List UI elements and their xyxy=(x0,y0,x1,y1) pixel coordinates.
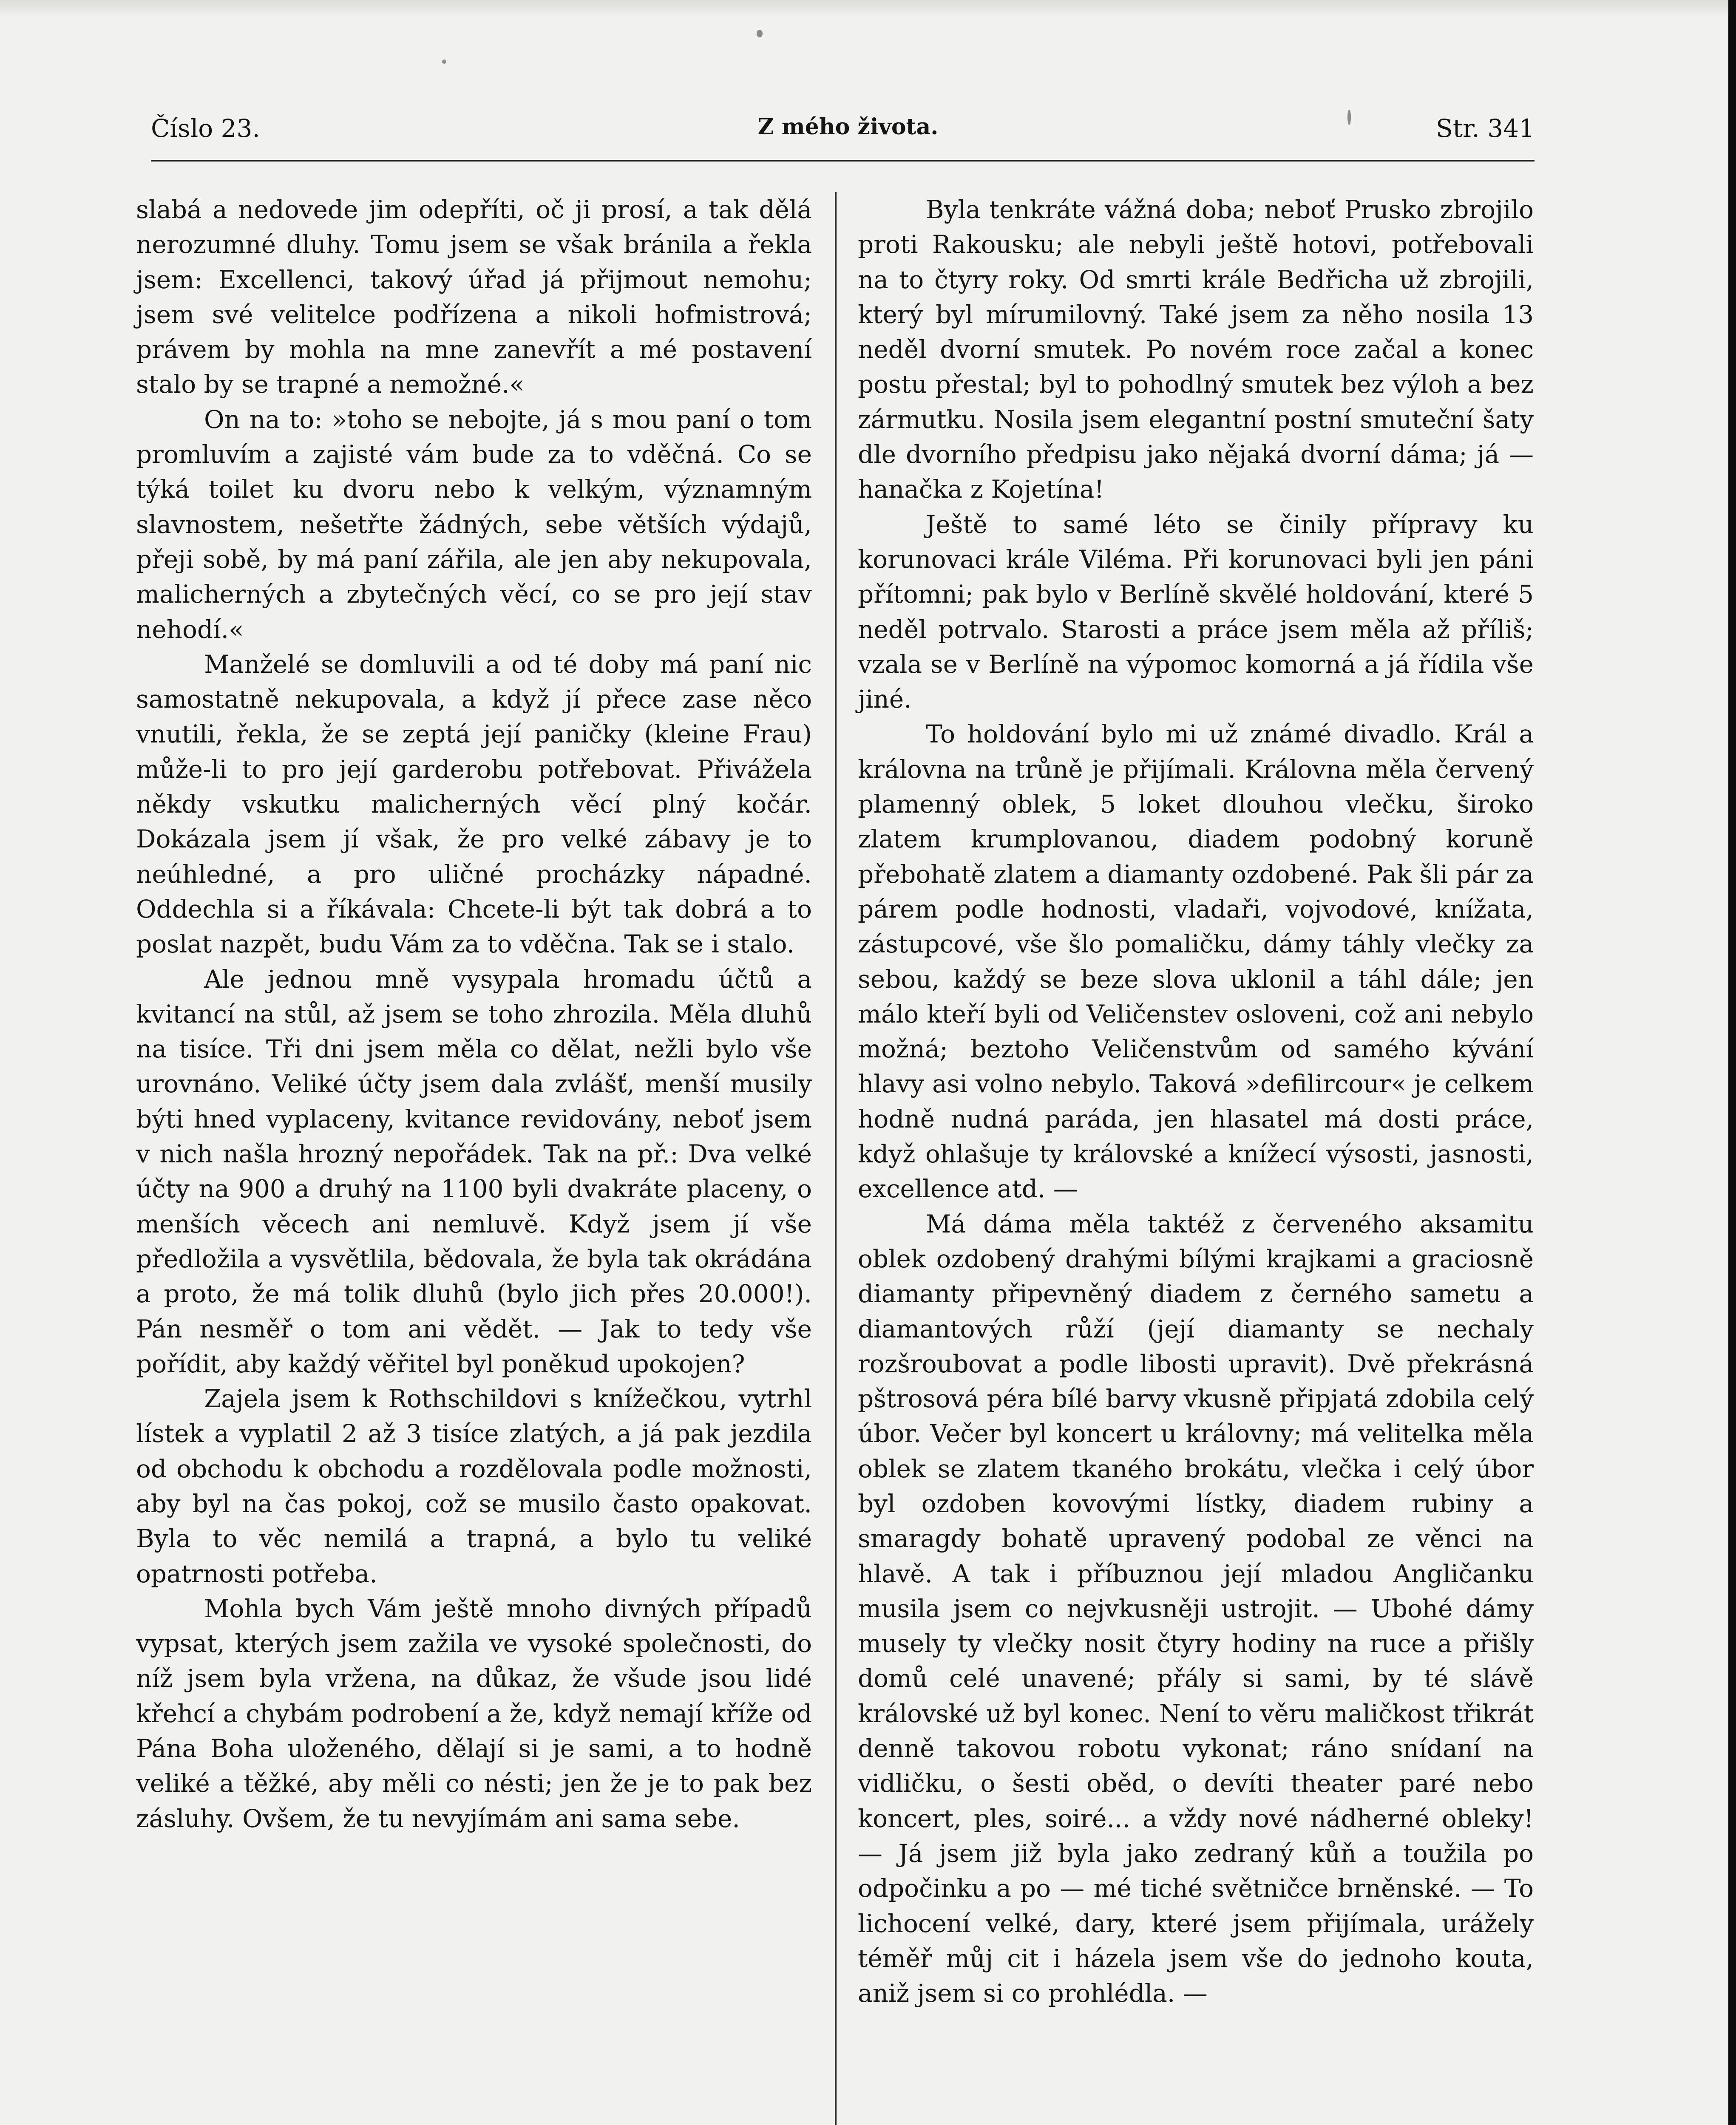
left-column xyxy=(136,192,812,1836)
paragraph: slabá a nedovede jim odepříti, oč ji prosí, a tak dělá nerozumné dluhy. Tomu jsem se však bránila a řekla jsem: Excellenci, takový úřad já přijmout nemohu; jsem své velitelce podřízena a nikoli hofmistrová; právem by mohla na mne zanevřít a mé postavení stalo by se trapné a nemožné.« xyxy=(136,195,812,399)
page-top-shade xyxy=(0,0,1736,17)
paragraph: To holdování bylo mi už známé divadlo. Král a královna na trůně je přijímali. Královna měla červený plamenný oblek, 5 loket dlouhou vlečku, široko zlatem krumplovanou, diadem podobný koruně přebohatě zlatem a diamanty ozdobené. Pak šli pár za párem podle hodnosti, vladaři, vojvodové, knížata, zástupcové, vše šlo pomaličku, dámy táhly vlečky za sebou, každý se beze slova uklonil a táhl dále; jen málo kteří byli od Veličenstev osloveni, což ani nebylo možná; beztoho Veličenstvům od samého kývání hlavy asi volno nebylo. Taková »defilircour« je celkem hodně nudná paráda, jen hlasatel má dosti práce, když ohlašuje ty královské a knížecí výsosti, jasnosti, excellence atd. — xyxy=(858,720,1534,1204)
page-number: Str. 341 xyxy=(1436,114,1535,143)
paragraph: Ale jednou mně vysypala hromadu účtů a kvitancí na stůl, až jsem se toho zhrozila. Měla dluhů na tisíce. Tři dni jsem měla co dělat, nežli bylo vše urovnáno. Veliké účty jsem dala zvlášť, menší musily býti hned vyplaceny, kvitance revidovány, neboť jsem v nich našla hrozný nepořádek. Tak na př.: Dva velké účty na 900 a druhý na 1100 byli dvakráte placeny, o menších věcech ani nemluvě. Když jsem jí vše předložila a vysvětlila, bědovala, že byla tak okrádána a proto, že má tolik dluhů (bylo jich přes 20.000!). Pán nesměř o tom ani vědět. — Jak to tedy vše pořídit, aby každý věřitel byl poněkud upokojen? xyxy=(136,964,812,1378)
speck xyxy=(757,30,763,37)
speck xyxy=(442,60,446,64)
paragraph: Mohla bych Vám ještě mnoho divných případů vypsat, kterých jsem zažila ve vysoké společnosti, do níž jsem byla vržena, na důkaz, že všude jsou lidé křehcí a chybám podrobení a že, když nemají kříže od Pána Boha uloženého, dělají si je sami, a to hodně veliké a těžké, aby měli co nésti; jen že je to pak bez zásluhy. Ovšem, že tu nevyjímám ani sama sebe. xyxy=(136,1594,812,1833)
paragraph: Byla tenkráte vážná doba; neboť Prusko zbrojilo proti Rakousku; ale nebyli ještě hotovi, potřebovali na to čtyry roky. Od smrti krále Bedřicha už zbrojili, který byl mírumilovný. Také jsem za něho nosila 13 neděl dvorní smutek. Po novém roce začal a konec postu přestal; byl to pohodlný smutek bez výloh a bez zármutku. Nosila jsem elegantní postní smuteční šaty dle dvorního předpisu jako nějaká dvorní dáma; já — hanačka z Kojetína! xyxy=(858,195,1534,504)
running-title: Z mého života. xyxy=(757,114,939,140)
paragraph: Má dáma měla taktéž z červeného aksamitu oblek ozdobený drahými bílými krajkami a graciosně diamanty připevněný diadem z černého sametu a diamantových růží (její diamanty se nechaly rozšroubovat a podle libosti upravit). Dvě překrásná pštrosová péra bílé barvy vkusně připjatá zdobila celý úbor. Večer byl koncert u královny; má velitelka měla oblek se zlatem tkaného brokátu, vlečka i celý úbor byl ozdoben kovovými lístky, diadem rubiny a smaragdy bohatě upravený podobal ze věnci na hlavě. A tak i příbuznou její mladou Angličanku musila jsem co nejvkusněji ustrojit. — Ubohé dámy musely ty vlečky nosit čtyry hodiny na ruce a přišly domů celé unavené; přály si sami, by té slávě královské už byl konec. Není to věru maličkost třikrát denně takovou robotu vykonat; ráno snídaní na vidličku, o šesti oběd, o devíti theater paré nebo koncert, ples, soiré... a vždy nové nádherné obleky! — Já jsem již byla jako zedraný kůň a toužila po odpočinku a po — mé tiché světničce brněnské. — To lichocení velké, dary, které jsem přijímala, urážely téměř můj cit i házela jsem vše do jednoho kouta, aniž jsem si co prohlédla. — xyxy=(858,1209,1534,2008)
running-header xyxy=(151,114,1535,165)
paragraph: Manželé se domluvili a od té doby má paní nic samostatně nekupovala, a když jí přece zase něco vnutili, řekla, že se zeptá její paničky (kleine Frau) může-li to pro její garderobu potřebovat. Přivážela někdy vskutku malicherných věcí plný kočár. Dokázala jsem jí však, že pro velké zábavy je to neúhledné, a pro uličné procházky nápadné. Oddechla si a říkávala: Chcete-li být tak dobrá a to poslat nazpět, budu Vám za to vděčna. Tak se i stalo. xyxy=(136,649,812,959)
paragraph: Zajela jsem k Rothschildovi s knížečkou, vytrhl lístek a vyplatil 2 až 3 tisíce zlatých, a já pak jezdila od obchodu k obchodu a rozdělovala podle možnosti, aby byl na čas pokoj, což se musilo často opakovat. Byla to věc nemilá a trapná, a bylo tu veliké opatrnosti potřeba. xyxy=(136,1384,812,1588)
paragraph: On na to: »toho se nebojte, já s mou paní o tom promluvím a zajisté vám bude za to vděčná. Co se týká toilet ku dvoru nebo k velkým, významným slavnostem, nešetřte žádných, sebe větších výdajů, přeji sobě, by má paní zářila, ale jen aby nekupovala, malicherných a zbytečných věcí, co se pro její stav nehodí.« xyxy=(136,405,812,644)
page-edge xyxy=(1728,0,1736,2125)
header-rule xyxy=(151,160,1535,162)
column-divider xyxy=(835,192,837,2125)
paragraph: Ještě to samé léto se činily přípravy ku korunovaci krále Viléma. Při korunovaci byli jen páni přítomni; pak bylo v Berlíně skvělé holdování, které 5 neděl potrvalo. Starosti a práce jsem měla až příliš; vzala se v Berlíně na výpomoc komorná a já řídila vše jiné. xyxy=(858,510,1534,714)
issue-number: Číslo 23. xyxy=(151,114,260,143)
right-column xyxy=(858,192,1534,2011)
